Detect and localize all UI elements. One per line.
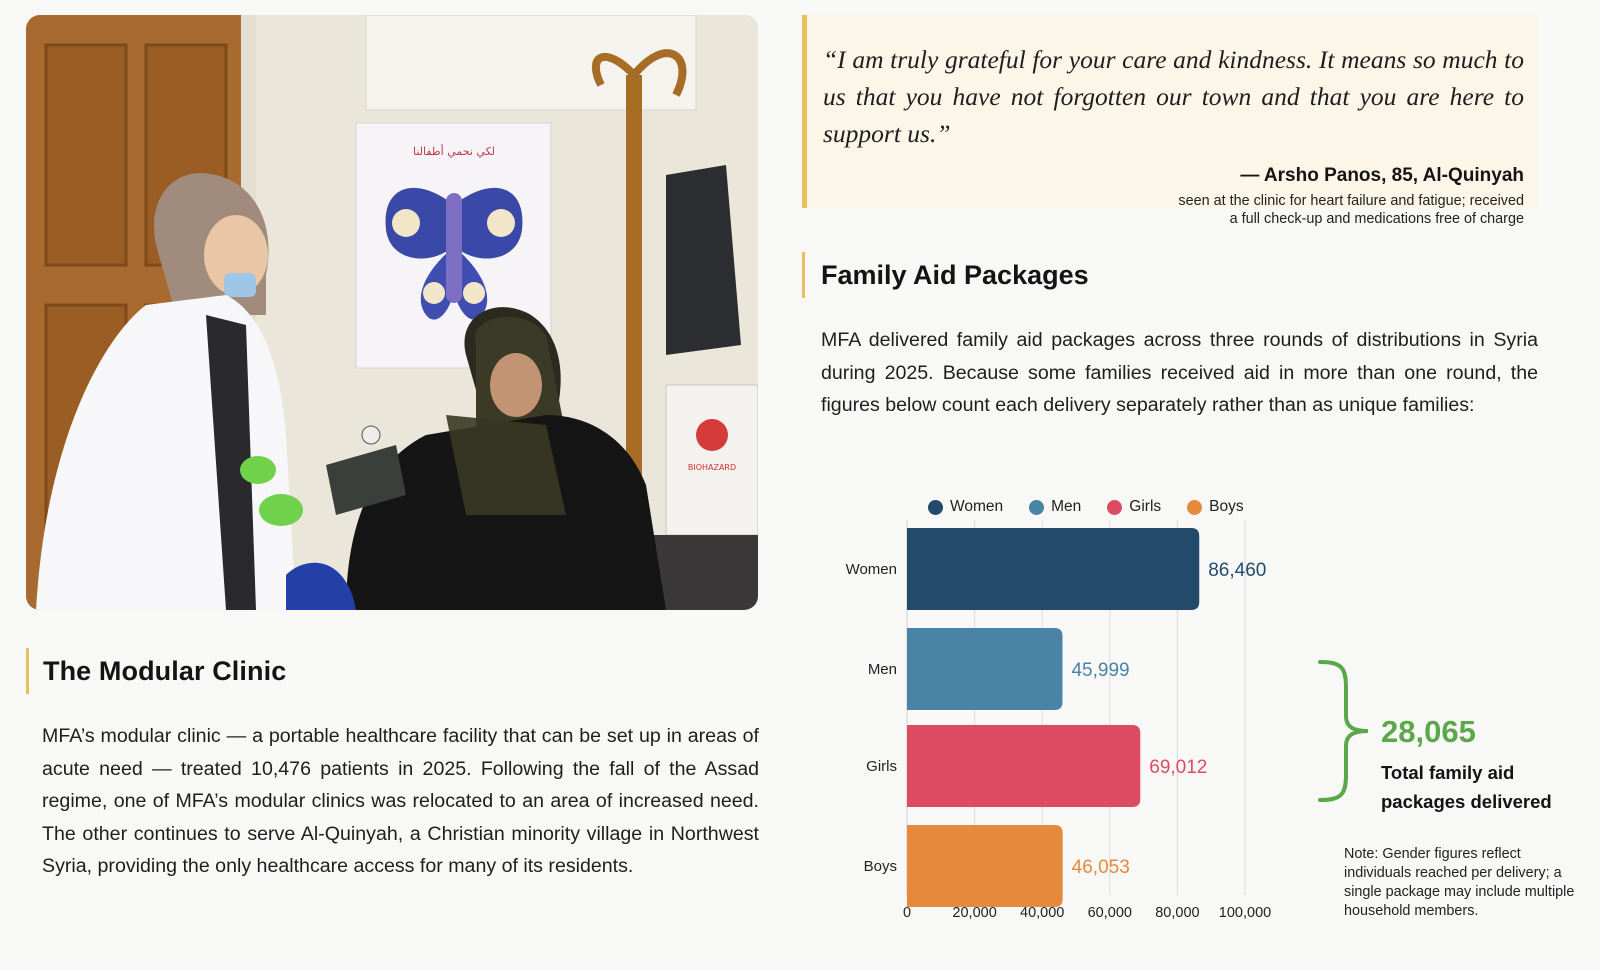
family-aid-bar-chart xyxy=(820,520,1320,940)
legend-dot-boys xyxy=(1187,500,1202,515)
x-tick-label: 60,000 xyxy=(1087,905,1132,921)
legend-label-boys: Boys xyxy=(1209,498,1244,515)
clinic-title: The Modular Clinic xyxy=(43,655,287,686)
quote-note xyxy=(823,193,1524,228)
category-label-men: Men xyxy=(867,661,897,678)
svg-text:BIOHAZARD: BIOHAZARD xyxy=(687,463,737,472)
quote-author: — Arsho Panos, 85, Al-Quinyah xyxy=(1240,165,1524,186)
total-packages-number: 28,065 xyxy=(1381,714,1476,749)
bar-value-label-women: 86,460 xyxy=(1208,560,1267,581)
legend-dot-girls xyxy=(1107,500,1122,515)
bar-chart-svg xyxy=(820,520,1320,940)
total-brace-icon xyxy=(1316,658,1376,804)
family-aid-description: MFA delivered family aid packages across three rounds of distributions in Syria during 2025. Because some families received aid in more than one round, the figures below count each delivery separately rather than as unique families: xyxy=(821,329,1538,417)
bar-boys xyxy=(907,825,1063,907)
legend-item-girls xyxy=(1107,498,1161,516)
legend-dot-men xyxy=(1029,500,1044,515)
svg-text:لكي نحمي أطفالنا: لكي نحمي أطفالنا xyxy=(412,145,496,158)
legend-item-women xyxy=(928,498,1003,516)
clinic-photo xyxy=(26,15,758,610)
legend-label-women: Women xyxy=(950,498,1004,515)
bar-value-label-men: 45,999 xyxy=(1071,660,1130,681)
x-tick-label: 100,000 xyxy=(1218,905,1272,921)
chart-note: Note: Gender figures reflect individuals reached per delivery; a single package may include multiple household members. xyxy=(1344,846,1575,919)
legend-item-men xyxy=(1029,498,1081,516)
bar-value-label-boys: 46,053 xyxy=(1071,857,1130,878)
quote-note-line-2: a full check-up and medications free of charge xyxy=(1229,210,1524,227)
quote-text: “I am truly grateful for your care and kindness. It means so much to us that you have not forgotten our town and that you are here to support us.” xyxy=(823,45,1524,148)
category-label-women: Women xyxy=(845,561,897,578)
bar-men xyxy=(907,628,1062,710)
bar-women xyxy=(907,528,1199,610)
category-label-girls: Girls xyxy=(866,758,897,775)
bar-value-label-girls: 69,012 xyxy=(1149,757,1208,778)
total-packages-label: Total family aid packages delivered xyxy=(1381,762,1552,812)
category-label-boys: Boys xyxy=(863,858,897,875)
x-tick-label: 40,000 xyxy=(1020,905,1065,921)
clinic-description: MFA’s modular clinic — a portable healthcare facility that can be set up in areas of acute need — treated 10,476 patients in 2025. Following the fall of the Assad regime, one of MFA’s modular clinics was relocated to an area of increased need. The other continues to serve Al-Quinyah, a Christian minority village in Northwest Syria, providing the only healthcare access for many of its residents. xyxy=(42,725,759,878)
bar-girls xyxy=(907,725,1140,807)
testimonial-quote xyxy=(802,15,1538,227)
family-aid-heading xyxy=(802,252,1089,298)
quote-note-line-1: seen at the clinic for heart failure and fatigue; received xyxy=(1178,193,1524,209)
clinic-heading xyxy=(26,648,286,694)
legend-item-boys xyxy=(1187,498,1243,516)
legend-dot-women xyxy=(928,500,943,515)
family-aid-title: Family Aid Packages xyxy=(821,259,1089,290)
x-tick-label: 80,000 xyxy=(1155,905,1200,921)
chart-legend xyxy=(928,498,1244,516)
legend-label-men: Men xyxy=(1051,498,1082,515)
x-tick-label: 20,000 xyxy=(952,905,997,921)
x-tick-label: 0 xyxy=(902,905,912,921)
legend-label-girls: Girls xyxy=(1129,498,1162,515)
